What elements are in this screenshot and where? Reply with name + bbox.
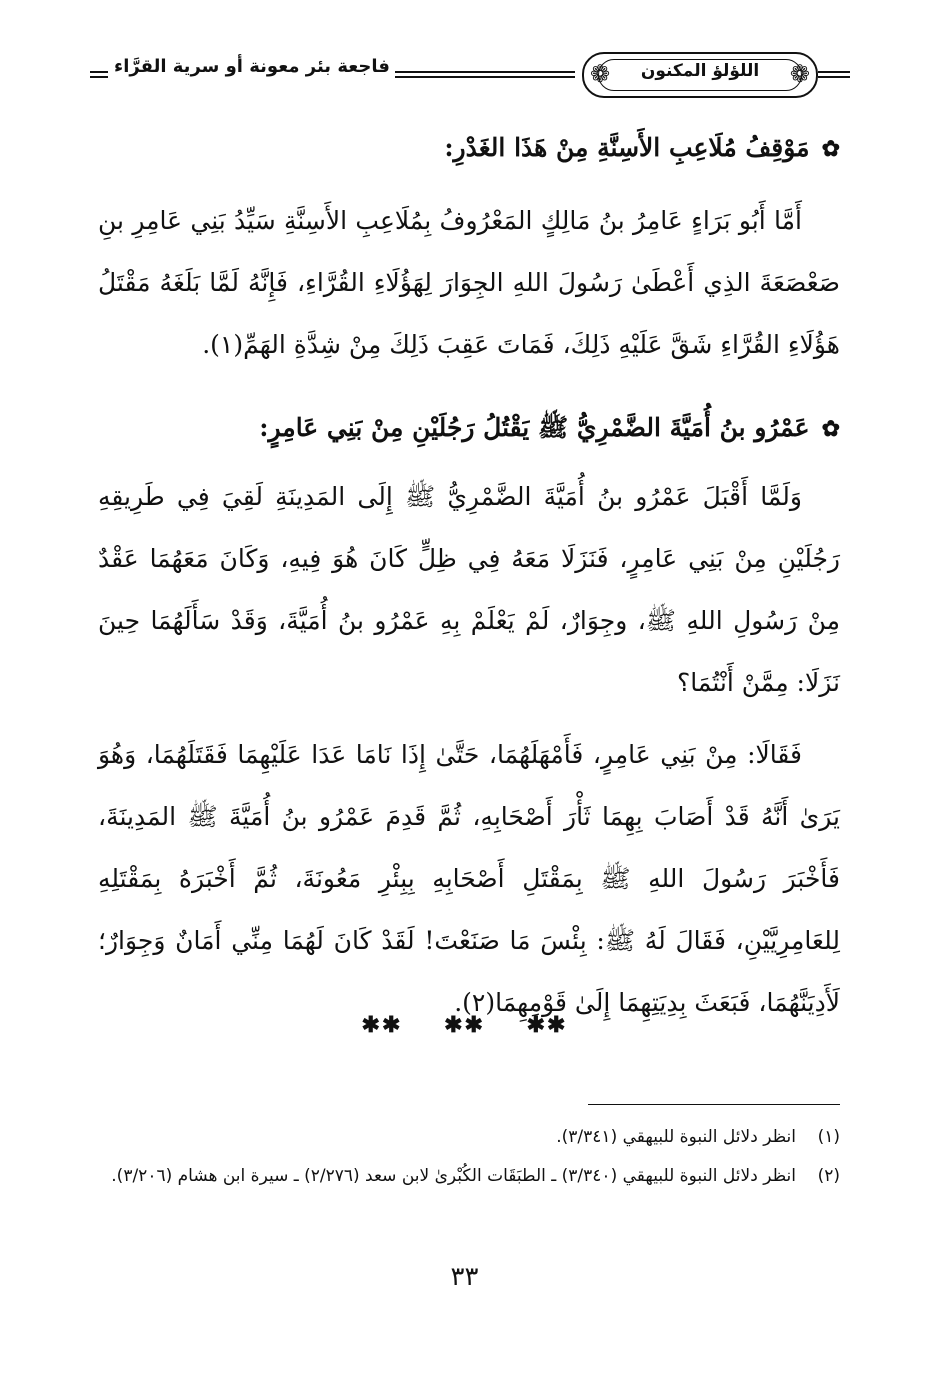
footnote-number: (١)	[817, 1127, 840, 1147]
section-heading-text: عَمْرُو بنُ أُمَيَّةَ الضَّمْرِيُّ ﷺ يَقْتُلُ رَجُلَيْنِ مِنْ بَنِي عَامِرٍ:	[259, 413, 810, 442]
book-title-cartouche	[582, 52, 818, 98]
footnote-1	[98, 1118, 840, 1157]
paragraph: فَقَالَا: مِنْ بَنِي عَامِرٍ، فَأَمْهَلَهُمَا، حَتَّىٰ إِذَا نَامَا عَدَا عَلَيْهِمَا فَقَتَلَهُمَا، وَهُوَ يَرَىٰ أَنَّهُ قَدْ أَصَابَ بِهِمَا ثَأْرَ أَصْحَابِهِ، ثُمَّ قَدِمَ عَمْرُو بنُ أُمَيَّةَ ﷺ المَدِينَةَ، فَأَخْبَرَ رَسُولَ اللهِ ﷺ بِمَقْتَلِ أَصْحَابِهِ بِبِئْرِ مَعُونَةَ، ثُمَّ أَخْبَرَهُ بِمَقْتَلِهِ لِلعَامِرِيَّيْنِ، فَقَالَ لَهُ ﷺ: بِئْسَ مَا صَنَعْتَ! لَقَدْ كَانَ لَهُمَا مِنِّي أَمَانٌ وَجِوَارٌ؛ لَأَدِيَنَّهُمَا، فَبَعَثَ بِدِيَتِهِمَا إِلَىٰ قَوْمِهِمَا(٢).	[98, 740, 840, 1017]
paragraph: وَلَمَّا أَقْبَلَ عَمْرُو بنُ أُمَيَّةَ الضَّمْرِيُّ ﷺ إِلَى المَدِينَةِ لَقِيَ فِي طَرِيقِهِ رَجُلَيْنِ مِنْ بَنِي عَامِرٍ، فَنَزَلَا مَعَهُ فِي ظِلٍّ كَانَ هُوَ فِيهِ، وَكَانَ مَعَهُمَا عَقْدٌ مِنْ رَسُولِ اللهِ ﷺ، وجِوَارٌ، لَمْ يَعْلَمْ بِهِ عَمْرُو بنُ أُمَيَّةَ، وَقَدْ سَأَلَهُمَا حِينَ نَزَلَا: مِمَّنْ أَنْتُمَا؟	[98, 482, 840, 697]
section-heading-1	[98, 128, 840, 169]
asterisk-group: ✱✱	[444, 1012, 485, 1038]
footnote-text: انظر دلائل النبوة للبيهقي (٣/٣٤١).	[556, 1127, 796, 1147]
section-2-body	[98, 466, 840, 1034]
section-heading-text: مَوْقِفُ مُلَاعِبِ الأَسِنَّةِ مِنْ هَذَا الغَدْرِ:	[444, 133, 810, 162]
section-heading-2	[98, 408, 840, 449]
page-number: ٣٣	[450, 1262, 479, 1292]
footnote-rule	[588, 1104, 840, 1105]
flower-bullet-icon: ✿	[821, 416, 840, 442]
section-1-body	[98, 190, 840, 376]
footnotes	[98, 1118, 840, 1196]
header-rule-middle	[395, 71, 575, 78]
book-title: اللؤلؤ المكنون	[640, 61, 760, 81]
chapter-title: فاجعة بئر معونة أو سرية القرَّاء	[114, 56, 390, 77]
flower-bullet-icon: ✿	[821, 136, 840, 162]
header-rule-left	[90, 71, 108, 78]
flower-ornament-icon: ❁	[789, 60, 810, 88]
footnote-text: انظر دلائل النبوة للبيهقي (٣/٣٤٠) ـ الطبَقَات الكُبْرىٰ لابن سعد (٢/٢٧٦) ـ سيرة ابن هشام (٣/٢٠٦).	[111, 1166, 796, 1186]
footnote-number: (٢)	[817, 1166, 840, 1186]
header-rule-right	[818, 71, 850, 78]
section-separator	[0, 1012, 929, 1038]
footnote-2	[98, 1157, 840, 1196]
page-header	[90, 50, 850, 102]
paragraph: أَمَّا أَبُو بَرَاءٍ عَامِرُ بنُ مَالِكٍ المَعْرُوفُ بِمُلَاعِبِ الأَسِنَّةِ سَيِّدُ بَنِي عَامِرِ بنِ صَعْصَعَةَ الذِي أَعْطَىٰ رَسُولَ اللهِ الجِوَارَ لِهَؤُلَاءِ القُرَّاءِ، فَإِنَّهُ لَمَّا بَلَغَهُ مَقْتَلُ هَؤُلَاءِ القُرَّاءِ شَقَّ عَلَيْهِ ذَلِكَ، فَمَاتَ عَقِبَ ذَلِكَ مِنْ شِدَّةِ الهَمِّ(١).	[98, 206, 840, 359]
asterisk-group: ✱✱	[361, 1012, 403, 1038]
flower-ornament-icon: ❁	[590, 60, 611, 88]
asterisk-group: ✱✱	[526, 1012, 568, 1038]
